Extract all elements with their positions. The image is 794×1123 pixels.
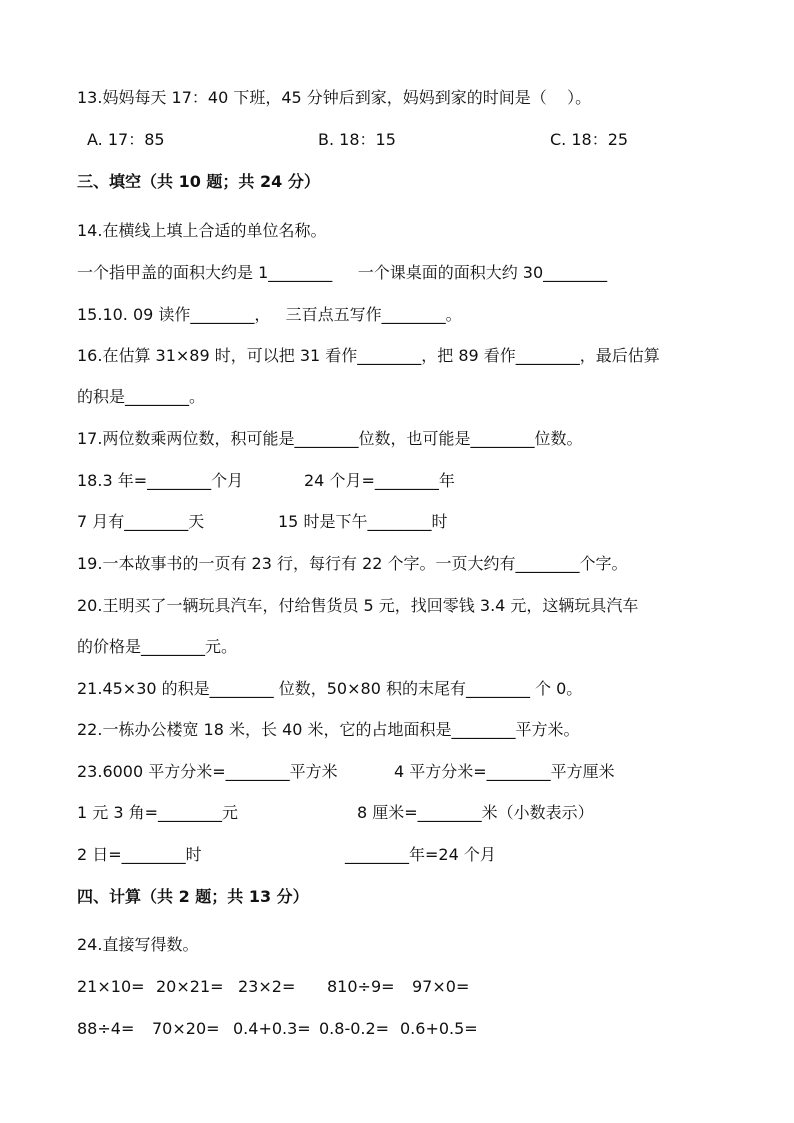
q15-line: 15.10. 09 读作________， 三百点五写作________。 xyxy=(77,305,462,324)
section-3-title: 三、填空（共 10 题；共 24 分） xyxy=(77,172,320,191)
q23-item-d: 8 厘米=________米（小数表示） xyxy=(357,803,594,822)
q24-item: 0.8-0.2= xyxy=(319,1019,390,1038)
q20-line-1: 20.王明买了一辆玩具汽车，付给售货员 5 元，找回零钱 3.4 元，这辆玩具汽车 xyxy=(77,596,639,615)
q24-item: 21×10= xyxy=(77,977,145,996)
q22-line: 22.一栋办公楼宽 18 米，长 40 米，它的占地面积是________平方米。 xyxy=(77,720,580,739)
q23-item-e: 2 日=________时 xyxy=(77,845,202,864)
q24-item: 70×20= xyxy=(152,1019,220,1038)
q13-option-a: A. 17：85 xyxy=(87,130,165,149)
section-4-title: 四、计算（共 2 题；共 13 分） xyxy=(77,887,309,906)
q24-item: 0.4+0.3= xyxy=(233,1019,311,1038)
q20-line-2: 的价格是________元。 xyxy=(77,637,238,656)
q24-item: 97×0= xyxy=(412,977,470,996)
q18-item-b: 24 个月=________年 xyxy=(304,471,455,490)
q18-item-d: 15 时是下午________时 xyxy=(278,512,448,531)
q24-item: 23×2= xyxy=(238,977,296,996)
q13-option-b: B. 18：15 xyxy=(318,130,396,149)
q14-stem: 14.在横线上填上合适的单位名称。 xyxy=(77,221,327,240)
q24-item: 88÷4= xyxy=(77,1019,135,1038)
q24-stem: 24.直接写得数。 xyxy=(77,935,199,954)
q24-item: 0.6+0.5= xyxy=(400,1019,478,1038)
q16-line-1: 16.在估算 31×89 时，可以把 31 看作________，把 89 看作________，最后估算 xyxy=(77,346,660,365)
q18-item-a: 18.3 年=________个月 xyxy=(77,471,244,490)
q23-item-f: ________年=24 个月 xyxy=(345,845,496,864)
q23-item-b: 4 平方分米=________平方厘米 xyxy=(394,762,615,781)
q21-line: 21.45×30 的积是________ 位数，50×80 积的末尾有________ 个 0。 xyxy=(77,679,583,698)
q18-item-c: 7 月有________天 xyxy=(77,512,205,531)
q13-option-c: C. 18：25 xyxy=(550,130,629,149)
q24-item: 810÷9= xyxy=(327,977,395,996)
q13-stem: 13.妈妈每天 17：40 下班，45 分钟后到家，妈妈到家的时间是（ ）。 xyxy=(77,88,592,107)
q24-item: 20×21= xyxy=(156,977,224,996)
q19-line: 19.一本故事书的一页有 23 行，每行有 22 个字。一页大约有________个字。 xyxy=(77,554,628,573)
q23-item-c: 1 元 3 角=________元 xyxy=(77,803,239,822)
q17-line: 17.两位数乘两位数，积可能是________位数，也可能是________位数。 xyxy=(77,429,583,448)
q16-line-2: 的积是________。 xyxy=(77,387,206,406)
q14-line: 一个指甲盖的面积大约是 1________ 一个课桌面的面积大约 30________ xyxy=(77,263,608,282)
q23-item-a: 23.6000 平方分米=________平方米 xyxy=(77,762,338,781)
